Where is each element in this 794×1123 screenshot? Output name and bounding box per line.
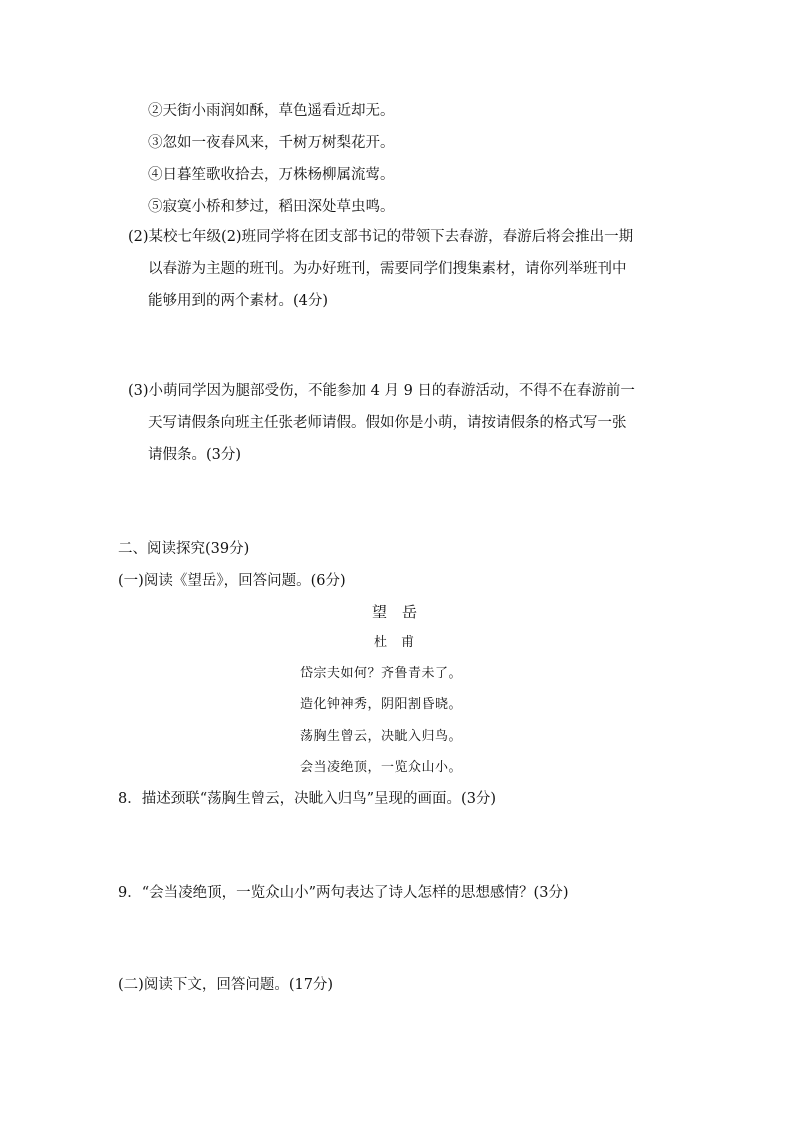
question-8: 8．描述颈联“荡胸生曾云，决眦入归鸟”呈现的画面。(3分) — [118, 791, 497, 807]
question-3-line-1: (3)小萌同学因为腿部受伤，不能参加 4 月 9 日的春游活动，不得不在春游前一 — [128, 383, 635, 399]
question-2-line-2: 以春游为主题的班刊。为办好班刊，需要同学们搜集素材，请你列举班刊中 — [148, 261, 627, 277]
question-3-line-3: 请假条。(3分) — [148, 447, 242, 463]
question-9: 9．“会当凌绝顶，一览众山小”两句表达了诗人怎样的思想感情？(3分) — [118, 885, 569, 901]
part-1-intro: (一)阅读《望岳》，回答问题。(6分) — [118, 573, 346, 589]
question-2-line-3: 能够用到的两个素材。(4分) — [148, 293, 329, 309]
part-2-intro: (二)阅读下文，回答问题。(17分) — [118, 977, 334, 993]
question-2-line-1: (2)某校七年级(2)班同学将在团支部书记的带领下去春游，春游后将会推出一期 — [128, 229, 634, 245]
question-3-line-2: 天写请假条向班主任张老师请假。假如你是小萌，请按请假条的格式写一张 — [148, 415, 627, 431]
option-2: ②天街小雨润如酥，草色遥看近却无。 — [148, 103, 395, 119]
option-4: ④日暮笙歌收拾去，万株杨柳属流莺。 — [148, 167, 395, 183]
poem-line-4: 会当凌绝顶，一览众山小。 — [300, 760, 463, 775]
option-3: ③忽如一夜春风来，千树万树梨花开。 — [148, 135, 395, 151]
poem-line-3: 荡胸生曾云，决眦入归鸟。 — [300, 729, 463, 744]
option-5: ⑤寂寞小桥和梦过，稻田深处草虫鸣。 — [148, 199, 395, 215]
poem-line-1: 岱宗夫如何？齐鲁青未了。 — [300, 666, 463, 681]
poem-title: 望 岳 — [372, 603, 418, 621]
section-2-heading: 二、阅读探究(39分) — [118, 541, 250, 557]
poem-author: 杜 甫 — [374, 635, 415, 650]
poem-line-2: 造化钟神秀，阴阳割昏晓。 — [300, 697, 463, 712]
